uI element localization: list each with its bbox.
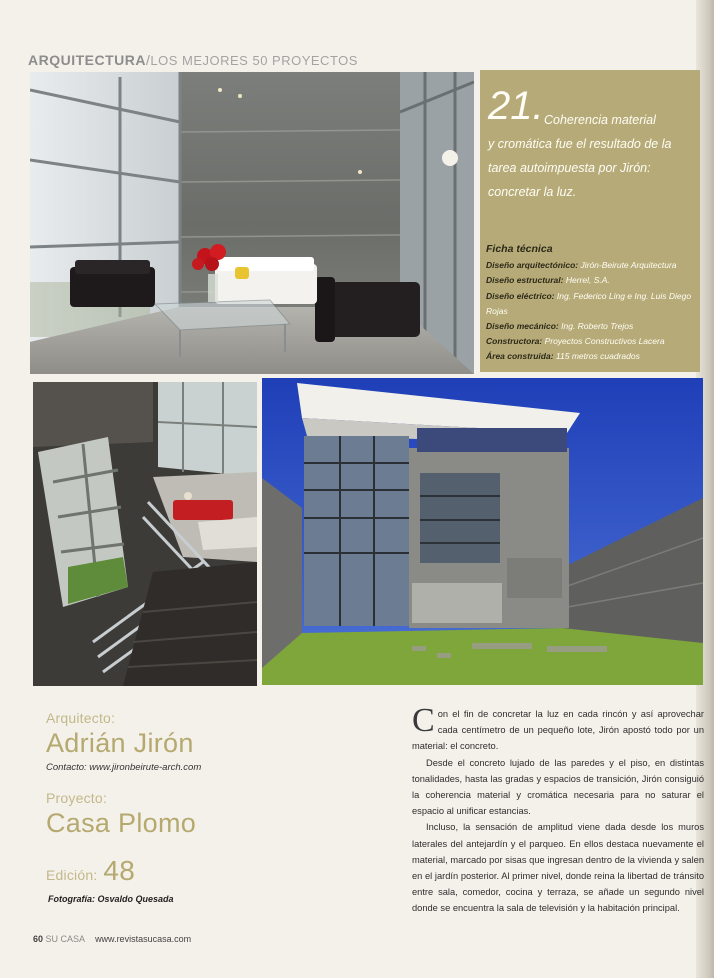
feature-intro-first: Coherencia material xyxy=(544,113,656,127)
section-header xyxy=(28,52,358,68)
project-label: Proyecto: xyxy=(46,790,107,806)
header-separator: / xyxy=(146,52,151,68)
magazine-name: SU CASA xyxy=(45,934,85,944)
photo-staircase xyxy=(33,382,257,686)
paragraph-text: on el fin de concretar la luz en cada rincón y así aprovechar cada centímetro de un pequeño lote, Jirón apostó todo por un material: el concreto. xyxy=(412,709,704,752)
technical-sheet-row xyxy=(486,334,698,349)
technical-sheet xyxy=(486,242,698,365)
edition xyxy=(46,855,135,887)
feature-intro-rest: y cromática fue el resultado de la tarea autoimpuesta por Jirón: concretar la luz. xyxy=(488,137,672,199)
row-value: Jirón-Beirute Arquitectura xyxy=(580,260,677,271)
project-name: Casa Plomo xyxy=(46,808,197,838)
row-label: Diseño mecánico: xyxy=(486,321,559,332)
technical-sheet-row xyxy=(486,258,698,273)
row-label: Diseño eléctrico: xyxy=(486,290,555,301)
section-subtitle: LOS MEJORES 50 PROYECTOS xyxy=(150,53,358,68)
row-value: 115 metros cuadrados xyxy=(555,351,640,362)
feature-number: 21 xyxy=(488,84,533,128)
row-value: Proyectos Constructivos Lacera xyxy=(544,336,665,347)
article-body xyxy=(412,702,704,917)
feature-number-block xyxy=(488,84,544,129)
row-value: Ing. Roberto Trejos xyxy=(561,321,634,332)
magazine-url: www.revistasucasa.com xyxy=(95,934,192,944)
technical-sheet-row xyxy=(486,289,698,319)
technical-sheet-row xyxy=(486,273,698,288)
row-value: Ing. Federico Ling e Ing. Luis Diego Rojas xyxy=(486,290,692,316)
feature-number-dot: . xyxy=(532,84,544,128)
drop-cap: C xyxy=(412,702,435,739)
photo-living-room xyxy=(30,72,474,374)
technical-sheet-title: Ficha técnica xyxy=(486,243,553,255)
article-paragraph: Incluso, la sensación de amplitud viene dada desde los muros laterales del antejardín y el parqueo. En ellos destaca nuevamente el material, marcado por sisas que ingresan dentro de la vivienda y salen en el jardín posterior. Al primer nivel, donde reina la libertad de tránsito entre sala, comedor, cocina y terraza, se añade un segundo nivel donde se encuentra la sala de televisión y la habitación principal. xyxy=(412,822,704,914)
row-label: Constructora: xyxy=(486,336,543,347)
edition-number: 48 xyxy=(103,855,136,886)
row-label: Diseño estructural: xyxy=(486,275,564,286)
page-number: 60 xyxy=(33,934,44,944)
edition-label: Edición: xyxy=(46,867,98,883)
photo-credit: Fotografía: Osvaldo Quesada xyxy=(48,894,174,904)
page-footer xyxy=(33,934,191,944)
architect-label: Arquitecto: xyxy=(46,710,116,726)
row-label: Área construida: xyxy=(486,351,554,362)
section-title: ARQUITECTURA xyxy=(28,52,146,68)
row-value: Herrel, S.A. xyxy=(565,275,610,286)
photo-facade xyxy=(262,378,703,685)
article-paragraph xyxy=(412,702,704,755)
architect-contact: Contacto: www.jironbeirute-arch.com xyxy=(46,762,202,773)
feature-panel xyxy=(480,70,700,372)
article-paragraph: Desde el concreto lujado de las paredes y el piso, en distintas tonalidades, hasta las gradas y espacios de transición, Jirón consiguió la coherencia material y cromática necesaria para no saturar el espacio al unificar estancias. xyxy=(412,757,704,817)
row-label: Diseño arquitectónico: xyxy=(486,260,579,271)
technical-sheet-row xyxy=(486,349,698,364)
architect-name: Adrián Jirón xyxy=(46,728,194,758)
technical-sheet-row xyxy=(486,319,698,334)
